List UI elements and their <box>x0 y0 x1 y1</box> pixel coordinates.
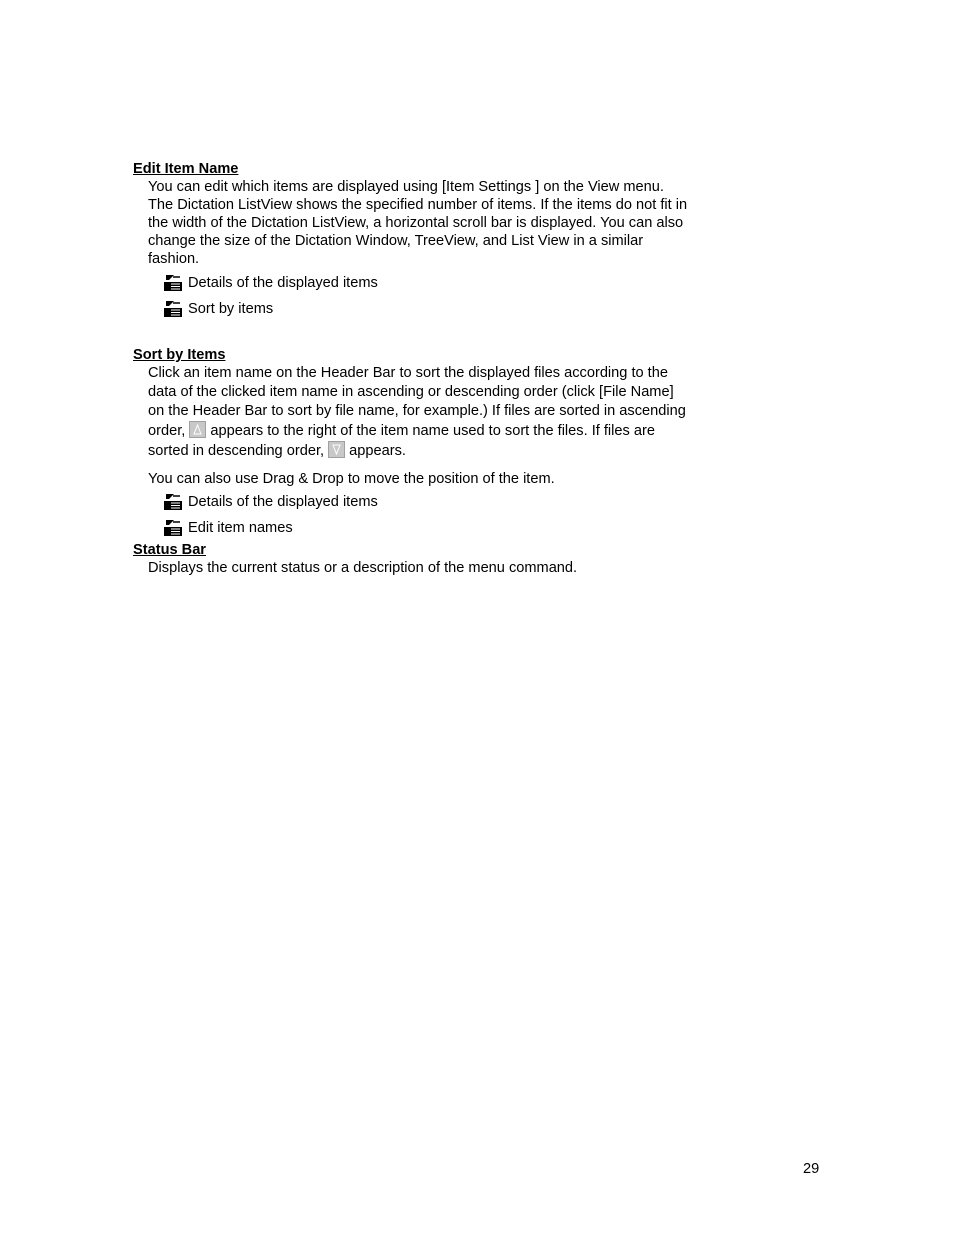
section-status-bar <box>133 541 693 577</box>
reference-hand-icon <box>163 493 183 511</box>
paragraph: Displays the current status or a description of the menu command. <box>148 560 578 576</box>
link-label: Details of the displayed items <box>188 494 378 510</box>
paragraph <box>148 364 688 461</box>
section-heading: Status Bar <box>133 542 206 558</box>
link-details-displayed-items[interactable] <box>163 270 693 296</box>
paragraph: You can also use Drag & Drop to move the position of the item. <box>148 471 555 487</box>
ascending-sort-icon <box>189 421 206 438</box>
link-details-displayed-items[interactable] <box>163 489 693 515</box>
section-heading: Sort by Items <box>133 347 226 363</box>
link-label: Edit item names <box>188 520 293 536</box>
paragraph-text: appears. <box>345 443 406 459</box>
paragraph-text: appears to the right of the item name used to sort the files. If files are sorted in descending order, <box>148 423 655 459</box>
link-sort-by-items[interactable] <box>163 296 693 322</box>
link-label: Details of the displayed items <box>188 275 378 291</box>
descending-sort-icon <box>328 441 345 458</box>
reference-hand-icon <box>163 519 183 537</box>
reference-hand-icon <box>163 300 183 318</box>
link-edit-item-names[interactable] <box>163 515 693 541</box>
paragraph: You can edit which items are displayed using [Item Settings ] on the View menu. The Dictation ListView shows the specified number of items. If the items do not fit in the width of the Dictation ListView, a horizontal scroll bar is displayed. You can also change the size of the Dictation Window, TreeView, and List View in a similar fashion. <box>148 179 688 267</box>
link-label: Sort by items <box>188 301 274 317</box>
paragraph-text: Click an item name on the Header Bar to sort the displayed files according to the data of the clicked item name in ascending or descending order (click [File Name] on the Header Bar to sort by file name, for example.) If files are sorted in ascending order, <box>148 365 686 439</box>
section-sort-by-items <box>133 346 693 541</box>
page-number: 29 <box>803 1161 820 1177</box>
section-heading: Edit Item Name <box>133 161 239 177</box>
section-edit-item-name <box>133 160 693 322</box>
reference-hand-icon <box>163 274 183 292</box>
